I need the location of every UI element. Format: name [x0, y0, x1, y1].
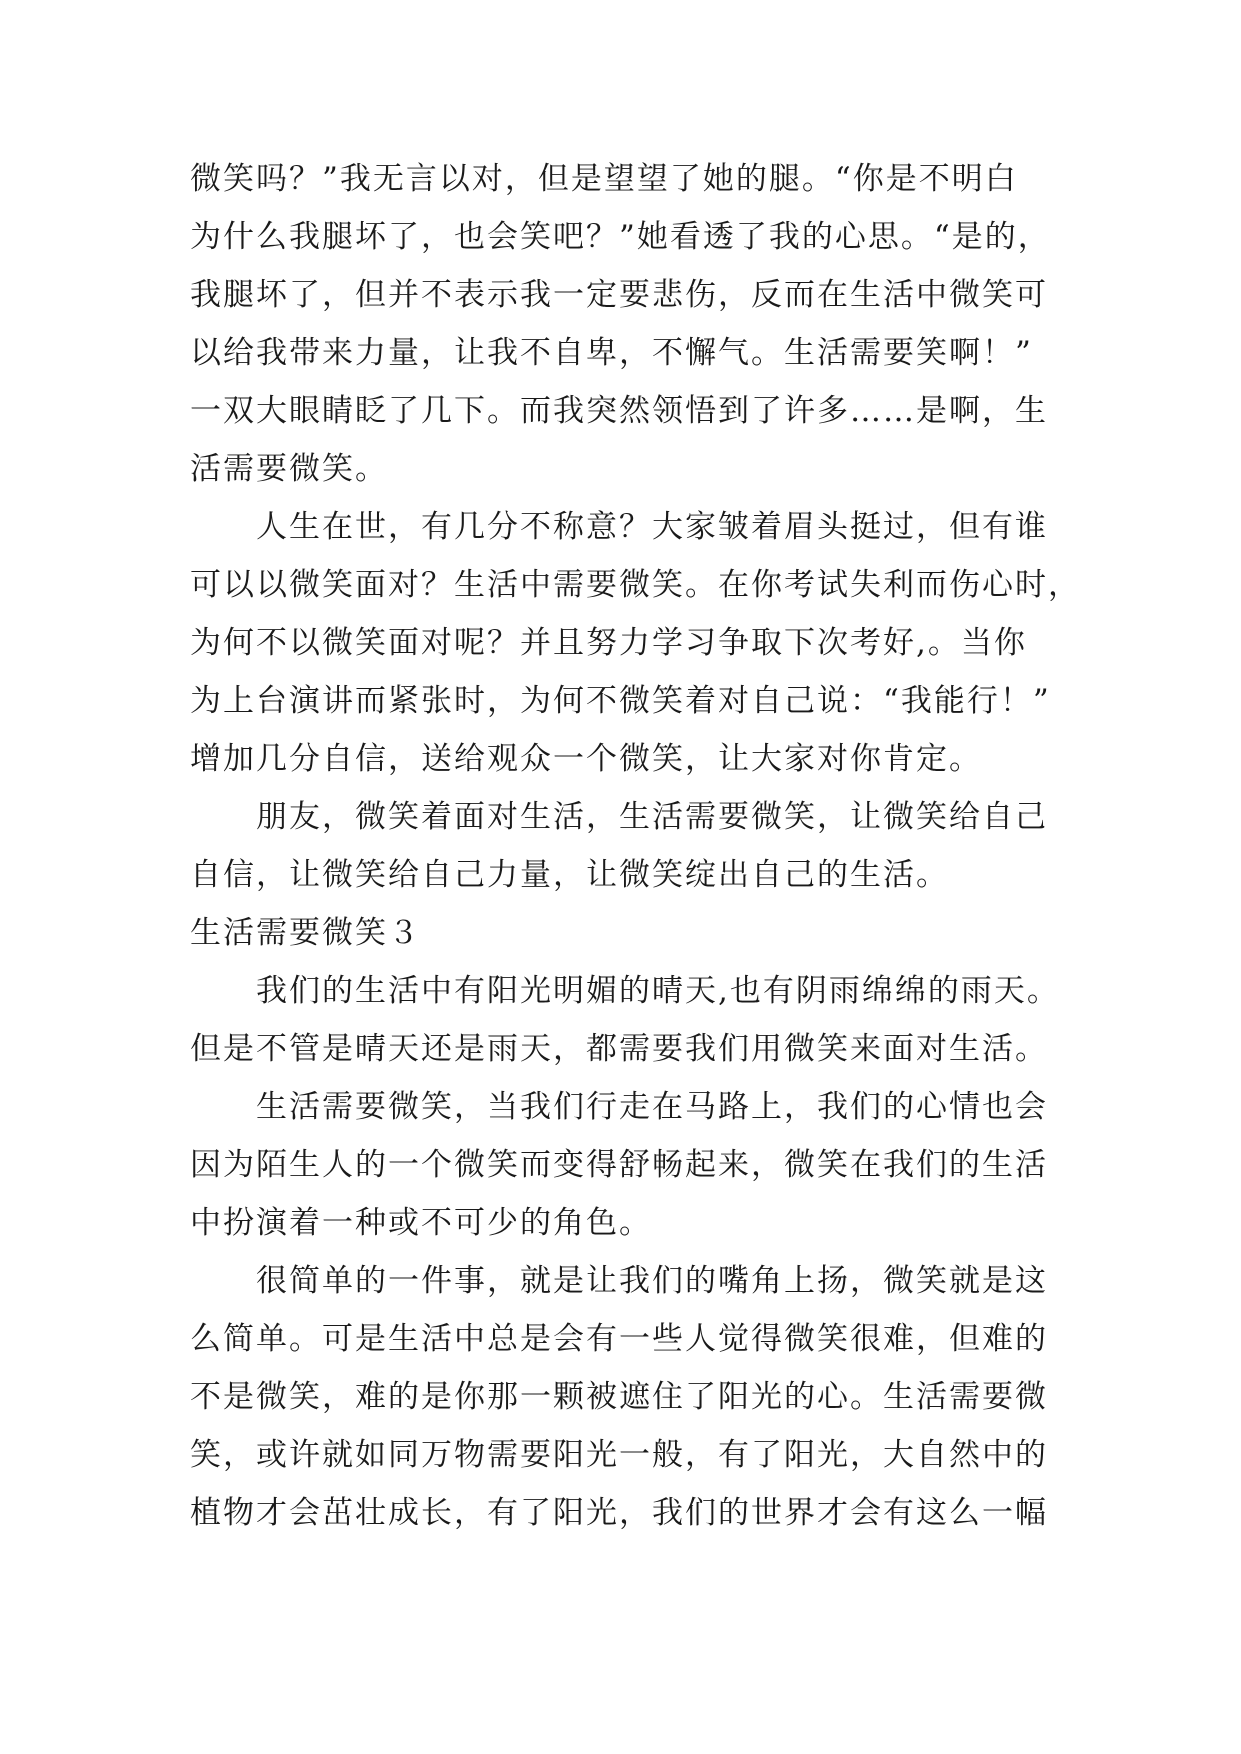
text-line: 可以以微笑面对？生活中需要微笑。在你考试失利而伤心时，: [190, 567, 1081, 603]
paragraph-first-line: 生活需要微笑，当我们行走在马路上，我们的心情也会: [256, 1089, 1048, 1125]
paragraph-first-line: 人生在世，有几分不称意？大家皱着眉头挺过，但有谁: [256, 509, 1048, 545]
paragraph-first-line: 很简单的一件事，就是让我们的嘴角上扬，微笑就是这: [256, 1263, 1048, 1299]
section-heading: 生活需要微笑３: [190, 915, 421, 951]
document-body: [190, 150, 1081, 1542]
text-line: 么简单。可是生活中总是会有一些人觉得微笑很难，但难的: [190, 1321, 1048, 1357]
text-line: 自信，让微笑给自己力量，让微笑绽出自己的生活。: [190, 857, 949, 893]
text-line: 活需要微笑。: [190, 451, 388, 487]
text-line: 为什么我腿坏了，也会笑吧？”她看透了我的心思。“是的，: [190, 219, 1051, 255]
text-line: 微笑吗？”我无言以对，但是望望了她的腿。“你是不明白: [190, 161, 1018, 197]
paragraph-first-line: 我们的生活中有阳光明媚的晴天,也有阴雨绵绵的雨天。: [256, 973, 1060, 1009]
text-line: 但是不管是晴天还是雨天，都需要我们用微笑来面对生活。: [190, 1031, 1048, 1067]
text-line: 增加几分自信，送给观众一个微笑，让大家对你肯定。: [190, 741, 982, 777]
text-line: 笑，或许就如同万物需要阳光一般，有了阳光，大自然中的: [190, 1437, 1048, 1473]
text-line: 我腿坏了，但并不表示我一定要悲伤，反而在生活中微笑可: [190, 277, 1048, 313]
text-line: 为上台演讲而紧张时，为何不微笑着对自己说：“我能行！”: [190, 683, 1051, 719]
text-line: 为何不以微笑面对呢？并且努力学习争取下次考好,。当你: [190, 625, 1027, 661]
paragraph-first-line: 朋友，微笑着面对生活，生活需要微笑，让微笑给自己: [256, 799, 1048, 835]
text-line: 一双大眼睛眨了几下。而我突然领悟到了许多……是啊，生: [190, 393, 1048, 429]
text-line: 不是微笑，难的是你那一颗被遮住了阳光的心。生活需要微: [190, 1379, 1048, 1415]
text-line: 植物才会茁壮成长，有了阳光，我们的世界才会有这么一幅: [190, 1495, 1048, 1531]
text-line: 以给我带来力量，让我不自卑，不懈气。生活需要笑啊！”: [190, 335, 1033, 371]
text-line: 因为陌生人的一个微笑而变得舒畅起来，微笑在我们的生活: [190, 1147, 1048, 1183]
text-line: 中扮演着一种或不可少的角色。: [190, 1205, 652, 1241]
